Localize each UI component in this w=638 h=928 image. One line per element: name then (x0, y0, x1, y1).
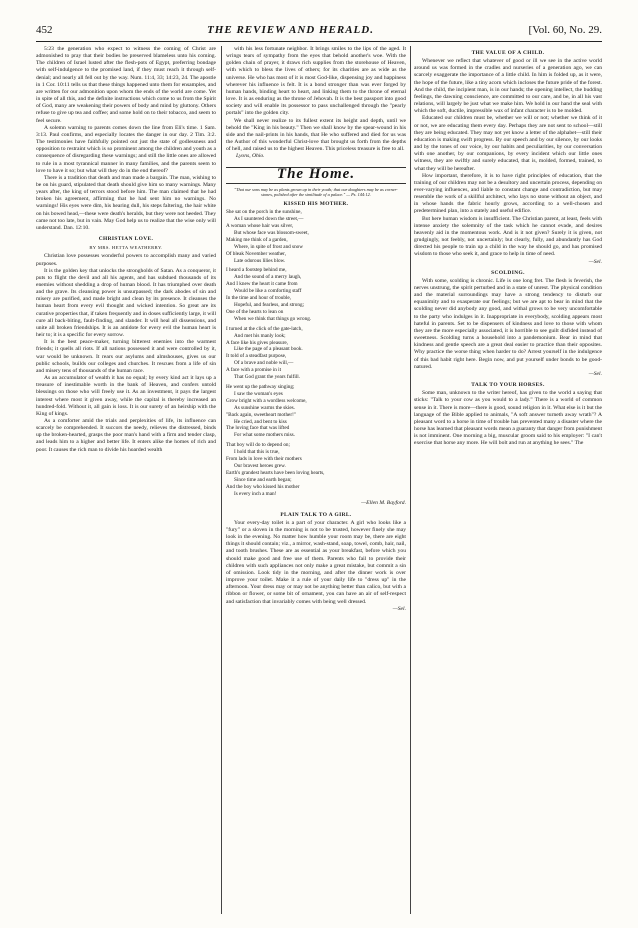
paragraph: As a comforter amid the trials and perplexities of life, its influence can scarcely be comprehended. It succors the needy, relieves the distressed, binds up the broken-hearted, grasps the poor man's hand with a firm and tender clasp, and leads him to a higher and better life. It enters alike the homes of rich and poor. It causes the rich man to divide his hoarded wealth (36, 417, 216, 453)
poem-line: That God grant the years fulfill. (234, 374, 300, 381)
paragraph: Educated our children must be, whether we will or not; whether we think of it or not, we are educating them every day. Perhaps they are not sent to school—still they are being educated. They may not yet know a letter of the alphabet—still their education is making swift progress. By our speech and by our silence, by our looks and by the tones of our voice, by our habits and peculiarities, by our conversation with one another, by our companions, by every incident which our little ones witness, they are swiftly and surely educated, that is, molded, formed, trained, to what they will be hereafter. (414, 115, 602, 172)
poem-line: He went up the pathway singing; (226, 383, 295, 390)
poem-line: Making me think of a garden, (226, 236, 288, 243)
poem-line: Like the page of a pleasant book. (234, 346, 303, 353)
paragraph: It is the best peace-maker, turning bitterest enemies into the warmest friends; it quells all riots. If all nations possessed it and were controlled by it, war would be unknown. It rears our asylums and almshouses, gives us our public schools, builds our colleges and churches. It rescues from a life of sin and misery tens of thousands of the human race. (36, 339, 216, 374)
poem-line: A face with a promise in it (226, 367, 282, 374)
poem (226, 209, 406, 497)
poem-stanza (226, 267, 406, 322)
poem-line: For what some mothers miss. (234, 432, 295, 439)
column-divider (221, 46, 222, 914)
article-byline: BY MRS. HETTA WEATHERBY. (89, 245, 163, 251)
poem-line: One of the hearts to lean on (226, 308, 284, 315)
article-heading-value-of-child: THE VALUE OF A CHILD. (471, 50, 545, 56)
paragraph: How important, therefore, it is to have right principles of education, that the training of our children may not be a desultory and uncertain process, depending on ever-varying influences, and liable to constant change and contradiction, but may resemble the work of a skillful architect, who lays no stone without an object, and in whose hands the fabric hourly grows, according to a well-chosen and predetermined plan, into a stately and useful edifice. (414, 172, 602, 215)
poem-author: —Ellen M. Bayford. (361, 500, 406, 507)
article-heading-talk-to-horses: TALK TO YOUR HORSES. (471, 382, 545, 389)
poem-line: When we think that things go wrong. (234, 315, 312, 322)
poem-line: A face like his gives pleasure, (226, 339, 288, 346)
paragraph: It is the golden key that unlocks the strongholds of Satan. As a conqueror, it puts to flight the devil and all his agents, and has subdued thousands of its enemies without shedding a drop of human blood. It has triumphed over death and the grave. Its cleansing power is unsurpassed; the dark abodes of sin and misery are purified, and made bright and clean by its presence. It cleanses the human heart from every evil thought and wicked intention. So great are its curative properties that, if taken frequently and in doses sufficiently large, it will cure all back-biting, fault-finding, and slander. It will heal all dissensions, and unite all broken friendships. It is an antidote for every evil the human heart is heir to; it is a specific for every sorrow. (36, 267, 216, 339)
paragraph: With some, scolding is chronic. Life is one long fret. The flesh is feverish, the nerves unstrung, the spirit perturbed and in a state of unrest. The physical condition and the material surroundings may have a strong tendency to disturb our equanimity and to exasperate our feelings; but we are apt to bear in mind that the scolding never did anybody any good, and withal grows to be very uncomfortable to the party who indulges in it. Inappropriate in everybody, scolding appears most hateful in parents. Set to be dispensers of kindness and love to those with whom they are the more especially associated, it is horrible to see guilt disfided instead of sweetness. Scolding turns a household into a pandemonium. Bear in mind that kindness and gentle speech are a great deal easier to practice than their opposites. Why practice the worse thing when harder to do? Arrest yourself in the indulgence of this bad habit right here. Begin now, and put yourself under bonds to be good-natured. (414, 277, 602, 370)
article-heading-christian-love: CHRISTIAN LOVE. (98, 236, 154, 243)
paragraph: with his less fortunate neighbor. It brings smiles to the lips of the aged. It wrings tears of sympathy from the eyes that behold another's woe. With the golden chain of prayer, it draws rich supplies from the storehouse of Heaven, with which to bless the lives of others; for its charities are as wide as the universe. He who has most of it is most God-like, dispensing joy and happiness wherever his influence is felt. It is a bond stronger than was ever forged by human hands, binding heart to heart, and linking them to the throne of eternal love. It is as enduring as the throne of Jehovah. It is the best passport into good society and will enable its possessor to pass unchallenged through the "pearly portals" into the golden city. (226, 46, 406, 117)
poem-stanza (226, 384, 406, 439)
poem-line: That boy will do to depend on; (226, 442, 290, 449)
paragraph: As an accumulator of wealth it has no equal; by every kind act it lays up a treasure of inestimable worth in the bank of Heaven, and confers untold blessings on those who will freely use it. As an investment, it pays the largest interest where most it given away, while the capital is thereby increased an hundred-fold. Without it, all gain is loss. It is our surety of an heirship with the King of kings. (36, 375, 216, 417)
column-divider (410, 46, 411, 914)
paragraph: 5:23 the generation who expect to witness the coming of Christ are admonished to pray that their bodies be preserved blameless unto his coming. The children of Israel lusted after the flesh-pots of Egypt, preferring bondage with self-indulgence to the promised land, if they must reach it through self-denial; and nearly all fell out by the way. Num. 11:4, 33; 14:23, 24. The apostle in 1 Cor. 10:11 tells us that these things happened unto them for ensamples, and are written for our admonition upon whom the ends of the world are come. Yet in spite of all this, and the definite instructions which come to us from the Spirit of God, many are weakening their powers of body and mind by gluttony. Others refuse to give up tea and coffee; and some hold on to their tobacco, and seem to feel secure. (36, 46, 216, 124)
paragraph: Your every-day toilet is a part of your character. A girl who looks like a "fury" or a sloven in the morning is not to be trusted, however finely she may look in the evening. No matter how humble your room may be, there are eight things it should contain; viz., a mirror, wash-stand, soap, towel, comb, hair, nail, and tooth brushes. These are as essential as your breakfast, before which you should make good and free use of them. Parents who fail to provide their children with such appliances not only make a great mistake, but commit a sin of omission. Look tidy in the morning, and after the dinner work is over improve your toilet. Make it a rule of your daily life to "dress up" in the afternoon. Your dress may or may not be anything better than calico, but with a ribbon or flower, or some bit of ornament, you can have an air of self-respect and satisfaction that invariably comes with being well dressed. (226, 519, 406, 605)
poem-line: Late odorous lilies blow. (234, 257, 286, 264)
paragraph: We shall never realize to its fullest extent its height and depth, until we behold the "King in his beauty." Then we shall know by the spear-wound in his side and the nail-prints in his hands, that He who suffered and died for us was the Author of this wonderful Christ-love that brought us forth from the depths of hell, and raised us to the highest Heaven. This priceless treasure is free to all. (226, 117, 406, 153)
poem-line: She sat on the porch in the sunshine, (226, 209, 302, 216)
article-signature: —Sel. (588, 370, 602, 377)
poem-stanza (226, 326, 406, 381)
poem-line: The loving face that was lifted (226, 425, 290, 432)
poem-line: As sunshine warms the skies. (234, 404, 295, 411)
poem-line: It told of a steadfast purpose, (226, 353, 287, 360)
poem-line: I saw the woman's eyes (234, 390, 283, 397)
paragraph: There is a tradition that death and man made a bargain. The man, wishing to be on his guard, stipulated that death should give him so many warnings. Many years after, the king of terrors stood before him. The man claimed that he had broken his agreement, affirming that he had sent him no warnings. No warnings! His eyes were dim, his hearing dull, his steps faltering, the hair white on his bowed head,—these were death's heralds, but they were not heeded. They came not too late, but in vain. May God help us to realize that the wise only will understand. Dan. 12:10. (36, 174, 216, 231)
poem-title: KISSED HIS MOTHER. (283, 201, 349, 208)
column-middle (226, 46, 406, 914)
volume-number: [Vol. 60, No. 29. (528, 24, 602, 36)
article-heading-scolding: SCOLDING. (491, 269, 525, 276)
poem-line: But whose face was blossom-sweet, (234, 229, 309, 236)
poem-line: Where, in spite of frost and snow (234, 243, 304, 250)
header-rule (36, 41, 602, 42)
poem-line: As I sauntered down the street,— (234, 216, 304, 223)
poem-stanza (226, 442, 406, 497)
column-right (414, 46, 602, 914)
home-section-banner (226, 167, 406, 184)
poem-line: Of a brave and noble will,— (234, 360, 294, 367)
paragraph: Whenever we reflect that whatever of good or ill we see in the active world around us was formed in the cradles and nurseries of a generation ago, we can scarcely exaggerate the importance of a little child. In him is folded up, as it were, the hope of the future, like a tiny acorn which incloses the future pride of the forest. And the child, the incipient man, is in our hands; the opening intellect, the budding feelings, the dawning conscience, are committed to our care, and be, in all his vast relations, will largely be just what we make him. We hold in our hand the seal with which the soft, ductile, impressible wax of infant character is to be molded. (414, 58, 602, 115)
poem-line: Is every inch a man! (234, 490, 277, 497)
poem-stanza (226, 209, 406, 264)
poem-line: I heard a footstep behind me, (226, 267, 287, 274)
poem-line: Of bleak November weather, (226, 250, 286, 257)
poem-line: Grow bright with a wordless welcome, (226, 397, 307, 404)
paragraph: Christian love possesses wonderful powers to accomplish many and varied purposes. (36, 253, 216, 267)
article-signature: —Sel. (588, 258, 602, 265)
publication-title: THE REVIEW AND HERALD. (207, 24, 374, 36)
home-section-title: The Home. (276, 165, 356, 182)
paragraph: But here human wisdom is insufficient. The Christian parent, at least, feels with intense anxiety the solemnity of the task which he cannot evade, and desires heavenly aid in the momentous work. And is it not given? Surely it is given, not grudgingly, not feebly, not uncertainly; but clearly, fully, and abundantly has God directed his people to train up a child in the way he should go, and has promised wisdom to those who seek it, and grace to help in time of need. (414, 215, 602, 258)
poem-line: He cried, and bent to kiss (234, 418, 287, 425)
article-signature: —Sel. (392, 605, 406, 612)
column-left (36, 46, 216, 914)
poem-line: I turned at the click of the gate-latch, (226, 325, 303, 332)
article-heading-plain-talk: PLAIN TALK TO A GIRL. (280, 511, 352, 518)
poem-line: And I knew the heart it came from (226, 281, 298, 288)
poem-line: In the time and hour of trouble, (226, 295, 291, 302)
poem-line: I hold that this is true, (234, 449, 280, 456)
poem-line: A woman whose hair was silver, (226, 223, 294, 230)
poem-line: From lads in love with their mothers (226, 456, 302, 463)
poem-line: And the sound of a merry laugh, (234, 274, 302, 281)
paragraph: A solemn warning to parents comes down the line from Eli's time. 1 Sam. 3:13. Paul confirms, and especially locates the danger in our day. 2 Tim. 3:2. The testimonies have faithfully pointed out just the state of godlessness and opposition to restraint which is so prominent among the children and youth as a consequence of disregarding these warnings; and still the little ones are allowed to rule in a most tyrannical manner in many families, and the parents seem to love to have it so; but what will they do in the end thereof? (36, 124, 216, 174)
page-header (36, 24, 602, 38)
poem-line: Hopeful, and fearless, and strong; (234, 302, 305, 308)
paragraph: Some man, unknown to the writer hereof, has given to the world a saying that sticks: "Talk to your cow as you would to a lady." There is a world of common sense in it. There is more—there is good, sound religion in it. What else is it but the language of the Bible applied to animals, "A soft answer turneth away wrath"? A pleasant word to a horse in time of trouble has prevented many a disaster where the horse has learned that pleasant words mean a guaranty that danger from punishment is not imminent. One morning a big, muscular groom said to his employer: "I can't exercise that horse any more. He will bolt and run at anything he sees." The (414, 390, 602, 447)
poem-line: "Back again, sweetheart mother!" (226, 411, 296, 418)
poem-line: Earth's grandest hearts have been loving hearts, (226, 469, 325, 476)
poem-line: And met his manly look; (234, 332, 286, 339)
poem-line: And the boy who kissed his mother (226, 483, 300, 490)
poem-line: Since time and earth began; (234, 476, 292, 483)
poem-line: Would be like a comforting staff (234, 288, 302, 295)
article-place: Lyons, Ohio. (236, 153, 265, 160)
home-section-motto: "That our sons may be as plants grown up in their youth; that our daughters may be as corner-stones, polished after the similitude of a palace." — Ps. 144:12. (234, 186, 398, 197)
poem-line: Our bravest heroes grew. (234, 462, 286, 469)
page-number: 452 (36, 24, 53, 36)
